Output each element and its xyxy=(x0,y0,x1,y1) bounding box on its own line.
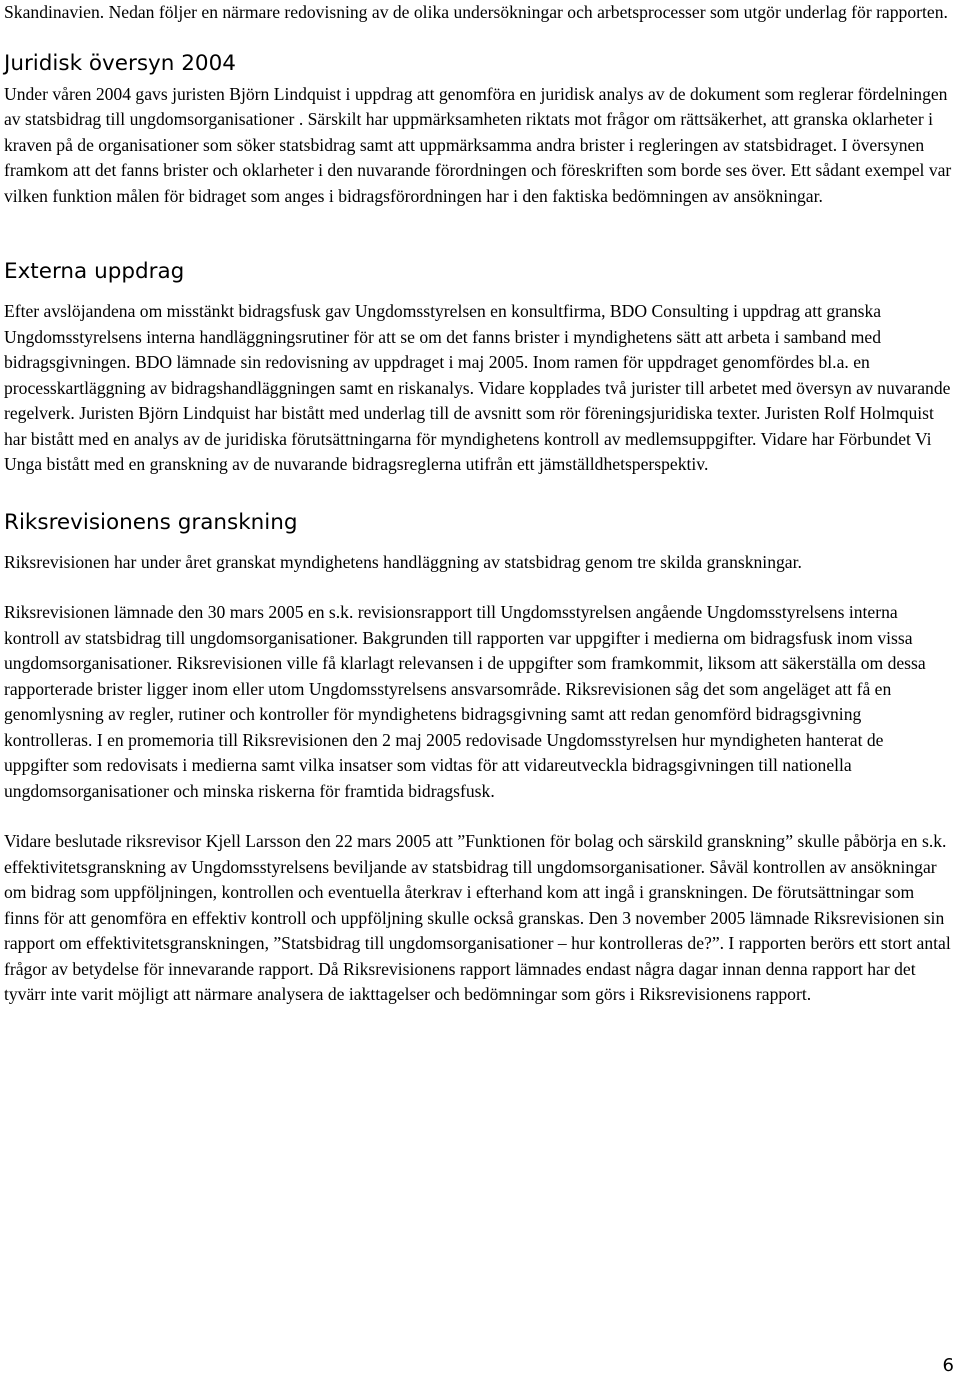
page-number: 6 xyxy=(942,1355,954,1376)
riksrevisionen-paragraph-3: Vidare beslutade riksrevisor Kjell Larsson den 22 mars 2005 att ”Funktionen för bolag och särskild granskning” skulle påbörja en s.k. effektivitetsgranskning av Ungdomsstyrelsens beviljande av statsbidrag till ungdomsorganisationer. Såväl kontrollen av ansökningar om bidrag som uppföljningen, kontrollen och eventuella återkrav i efterhand kom att ingå i granskningen. De förutsättningar som finns för att genomföra en effektiv kontroll och uppföljning skulle också granskas. Den 3 november 2005 lämnade Riksrevisionen sin rapport om effektivitetsgranskningen, ”Statsbidrag till ungdomsorganisationer – hur kontrolleras de?”. I rapporten berörs ett stort antal frågor av betydelse för innevarande rapport. Då Riksrevisionens rapport lämnades endast några dagar innan denna rapport har det tyvärr inte varit möjligt att närmare analysera de iakttagelser och bedömningar som görs i Riksrevisionens rapport. xyxy=(4,831,951,1004)
document-page xyxy=(4,0,952,1008)
externa-uppdrag-paragraph: Efter avslöjandena om misstänkt bidragsfusk gav Ungdomsstyrelsen en konsultfirma, BDO Consulting i uppdrag att granska Ungdomsstyrelsens interna handläggningsrutiner för att se om det fanns brister i myndighetens sätt att arbeta i samband med bidragsgivningen. BDO lämnade sin redovisning av uppdraget i maj 2005. Inom ramen för uppdraget genomfördes bl.a. en processkartläggning av bidragshandläggningen samt en riskanalys. Vidare kopplades två jurister till arbetet med översyn av nuvarande regelverk. Juristen Björn Lindquist har bistått med underlag till de avsnitt som rör föreningsjuridiska texter. Juristen Rolf Holmquist har bistått med en analys av de juridiska förutsättningarna för myndighetens kontroll av medlemsuppgifter. Vidare har Förbundet Vi Unga bistått med en granskning av de nuvarande bidragsreglerna utifrån ett jämställdhetsperspektiv. xyxy=(4,301,951,474)
section-heading-riksrevisionens-granskning: Riksrevisionens granskning xyxy=(4,509,298,535)
intro-continuation-paragraph: Skandinavien. Nedan följer en närmare redovisning av de olika undersökningar och arbetsprocesser som utgör underlag för rapporten. xyxy=(4,2,948,22)
section-heading-juridisk-oversyn: Juridisk översyn 2004 xyxy=(4,50,236,76)
riksrevisionen-paragraph-2: Riksrevisionen lämnade den 30 mars 2005 en s.k. revisionsrapport till Ungdomsstyrelsen angående Ungdomsstyrelsens interna kontroll av statsbidrag till ungdomsorganisationer. Bakgrunden till rapporten var uppgifter i medierna om bidragsfusk inom vissa ungdomsorganisationer. Riksrevisionen ville få klarlagt relevansen i de uppgifter som framkommit, liksom att säkerställa om dessa rapporterade brister ligger inom eller utom Ungdomsstyrelsens ansvarsområde. Riksrevisionen såg det som angeläget att få en genomlysning av regler, rutiner och kontroller för myndighetens bidragsgivning samt att redan genomförd bidragsgivning kontrolleras. I en promemoria till Riksrevisionen den 2 maj 2005 redovisade Ungdomsstyrelsen hur myndigheten hanterat de uppgifter som redovisats i medierna samt vilka insatser som vidtas för att vidareutveckla bidragsgivningen till nationella ungdomsorganisationer och minska riskerna för framtida bidragsfusk. xyxy=(4,602,926,801)
section-heading-externa-uppdrag: Externa uppdrag xyxy=(4,259,185,284)
juridisk-oversyn-paragraph: Under våren 2004 gavs juristen Björn Lindquist i uppdrag att genomföra en juridisk analys av de dokument som reglerar fördelningen av statsbidrag till ungdomsorganisationer . Särskilt har uppmärksamheten riktats mot frågor om rättsäkerhet, att granska oklarheter i kraven på de organisationer som söker statsbidrag samt att uppmärksamma andra brister i regleringen av statsbidraget. I översynen framkom att det fanns brister och oklarheter i den nuvarande förordningen och föreskriften som borde ses över. Ett sådant exempel var vilken funktion målen för bidraget som anges i bidragsförordningen har i den faktiska bedömningen av ansökningar. xyxy=(4,83,952,206)
riksrevisionen-paragraph-1: Riksrevisionen har under året granskat myndighetens handläggning av statsbidrag genom tre skilda granskningar. xyxy=(4,551,802,572)
